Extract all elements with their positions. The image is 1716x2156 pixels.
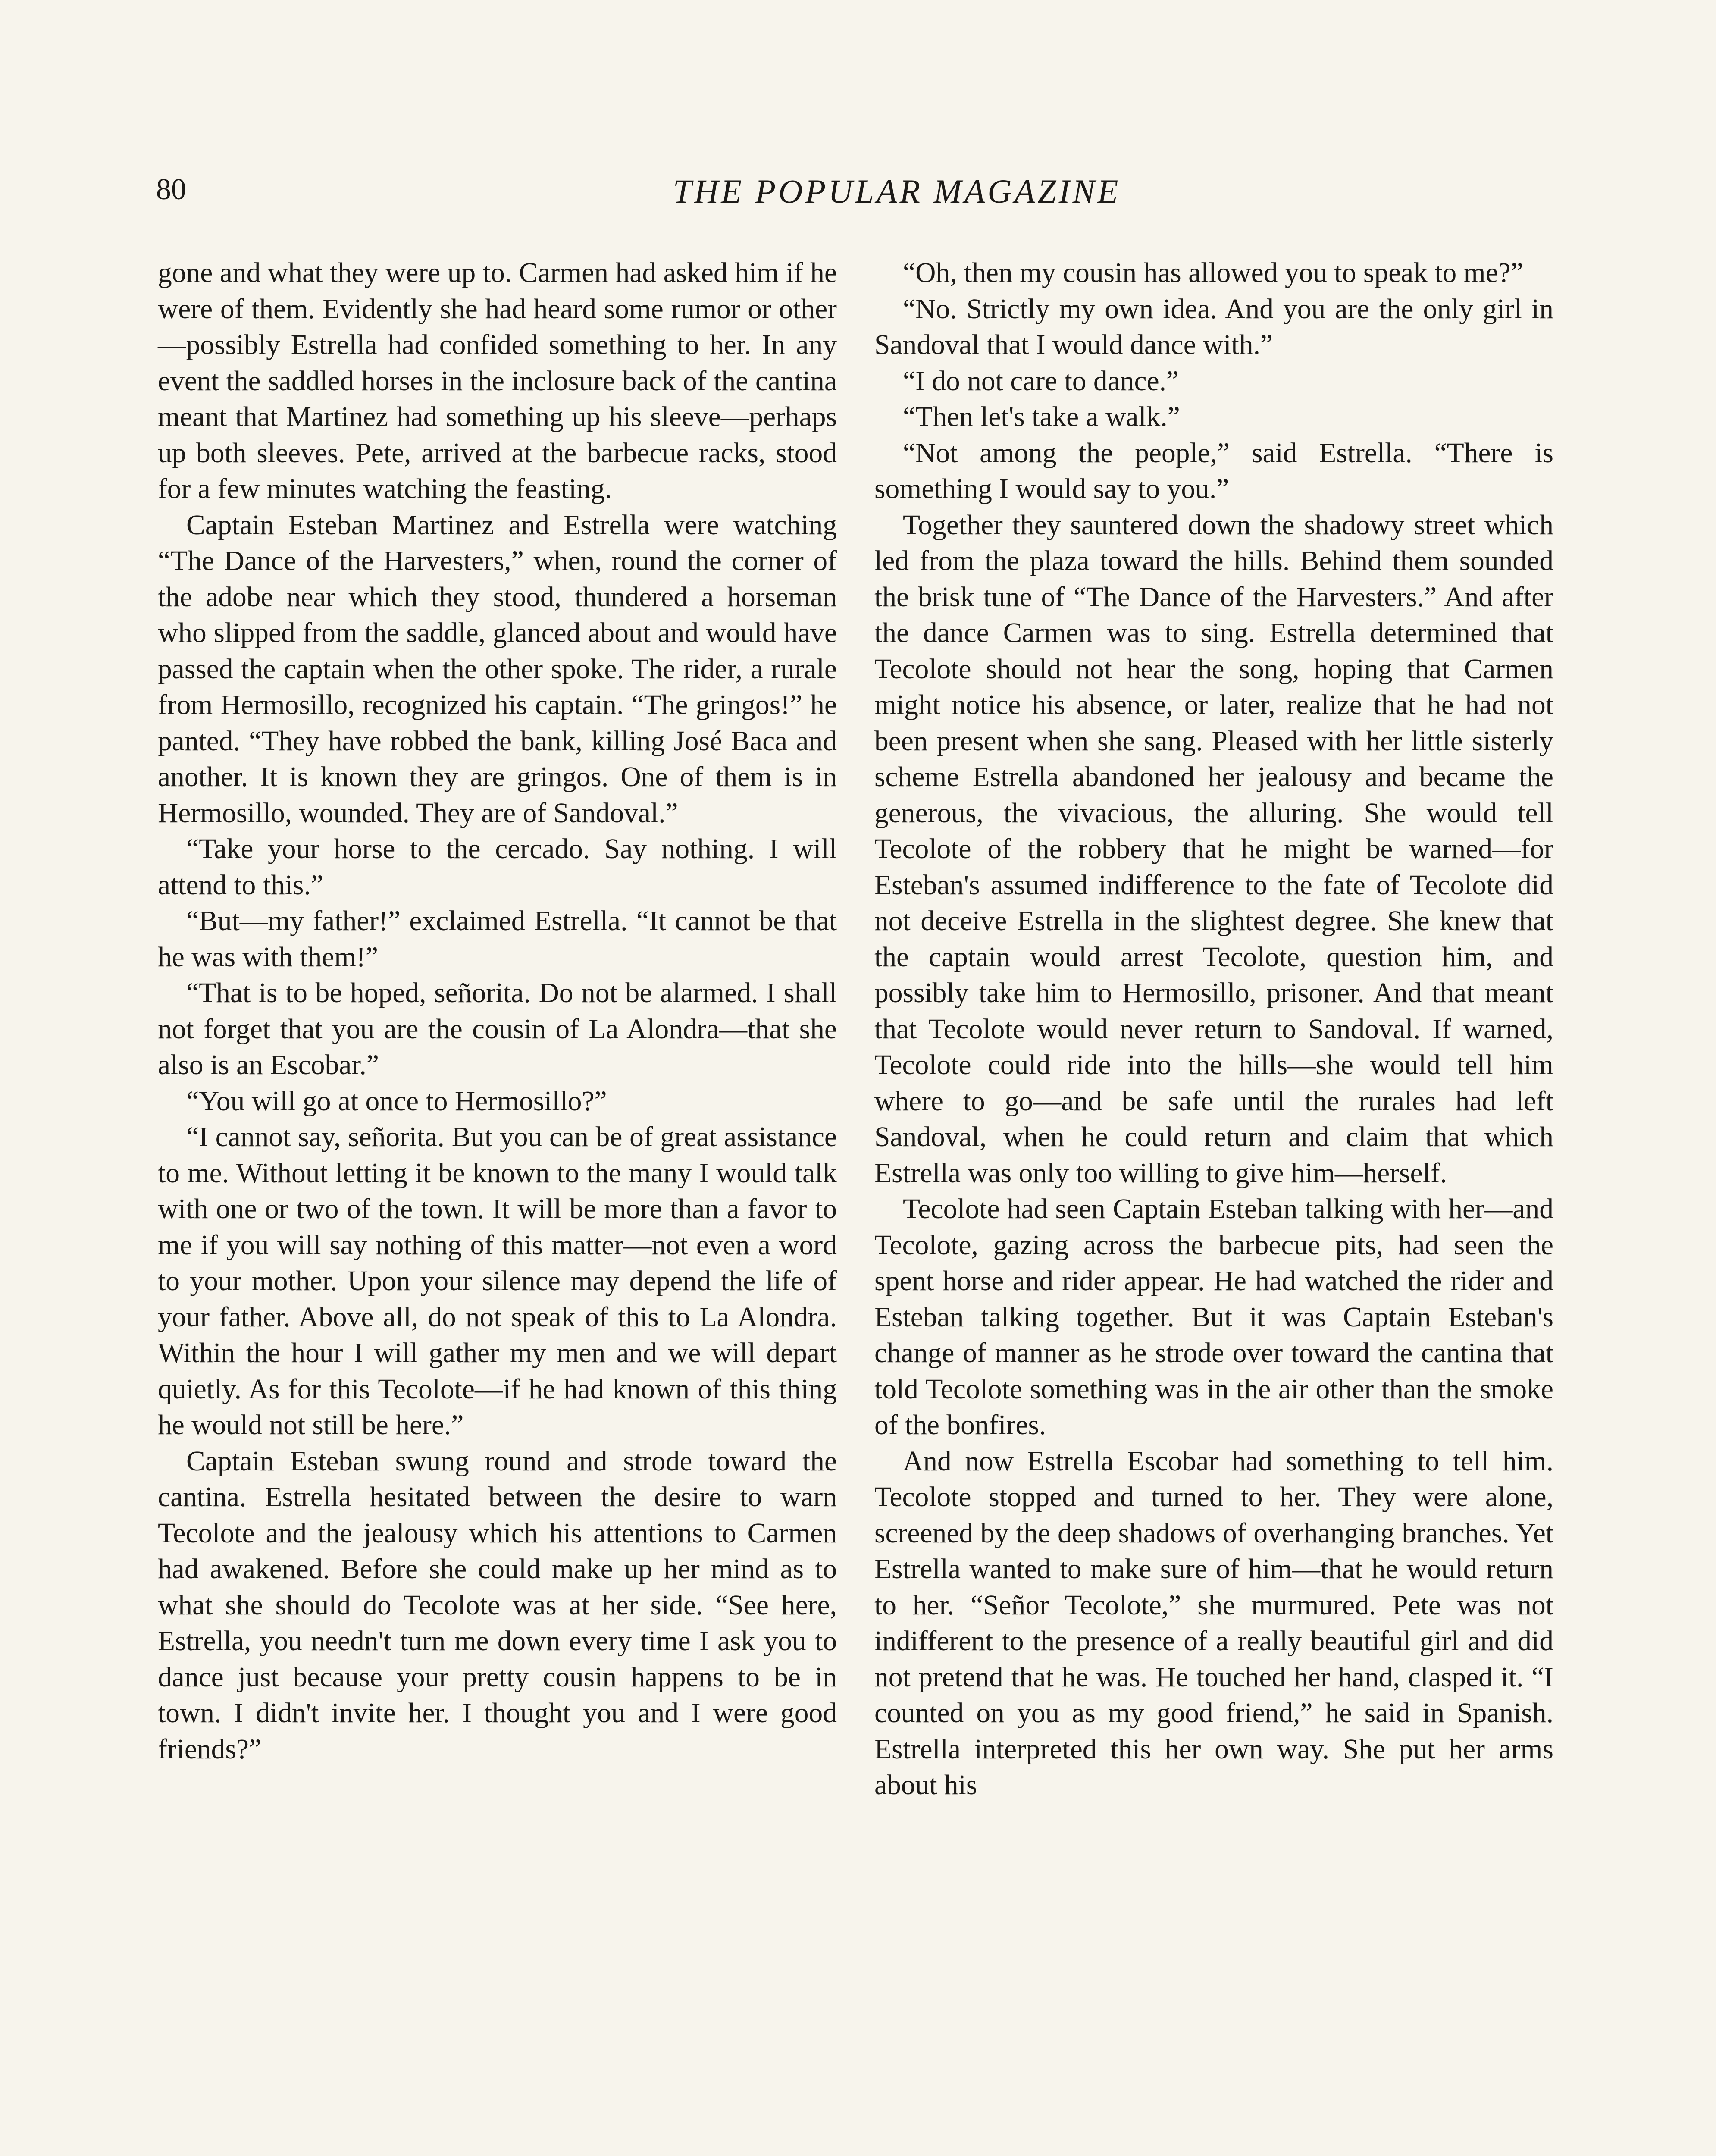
paragraph: “I do not care to dance.” <box>903 365 1179 397</box>
paragraph: And now Estrella Escobar had something to tell him. Tecolote stopped and turned to her. They were alone, screened by the deep shadows of overhanging branches. Yet Estrella wanted to make sure of him—that he would return to her. “Señor Tecolote,” she murmured. Pete was not indifferent to the presence of a really beautiful girl and did not pretend that he was. He touched her hand, clasped it. “I counted on you as my good friend,” he said in Spanish. Estrella interpreted this her own way. She put her arms about his <box>874 1445 1553 1801</box>
paragraph: “No. Strictly my own idea. And you are the only girl in Sandoval that I would dance with.” <box>874 293 1553 360</box>
paragraph: “That is to be hoped, señorita. Do not be alarmed. I shall not forget that you are the cousin of La Alondra—that she also is an Escobar.” <box>158 978 837 1081</box>
paragraph: Together they sauntered down the shadowy street which led from the plaza toward the hills. Behind them sounded the brisk tune of “The Dance of the Harvesters.” And after the dance Carmen was to sing. Estrella determined that Tecolote should not hear the song, hoping that Carmen might notice his absence, or later, realize that he had not been present when she sang. Pleased with her little sisterly scheme Estrella abandoned her jealousy and became the generous, the vivacious, the alluring. She would tell Tecolote of the robbery that he might be warned—for Esteban's assumed indifference to the fate of Tecolote did not deceive Estrella in the slightest degree. She knew that the captain would arrest Tecolote, question him, and possibly take him to Hermosillo, prisoner. And that meant that Tecolote would never return to Sandoval. If warned, Tecolote could ride into the hills—she would tell him where to go—and be safe until the rurales had left Sandoval, when he could return and claim that which Estrella was only too willing to give him—herself. <box>874 509 1553 1189</box>
paragraph: Captain Esteban swung round and strode toward the cantina. Estrella hesitated between the desire to warn Tecolote and the jealousy which his attentions to Carmen had awakened. Before she could make up her mind as to what she should do Tecolote was at her side. “See here, Estrella, you needn't turn me down every time I ask you to dance just because your pretty cousin happens to be in town. I didn't invite her. I thought you and I were good friends?” <box>158 1445 837 1765</box>
paragraph: Tecolote had seen Captain Esteban talking with her—and Tecolote, gazing across the barbecue pits, had seen the spent horse and rider appear. He had watched the rider and Esteban talking together. But it was Captain Esteban's change of manner as he strode over toward the cantina that told Tecolote something was in the air other than the smoke of the bonfires. <box>874 1194 1553 1441</box>
paragraph: “I cannot say, señorita. But you can be of great assistance to me. Without letting it be known to the many I would talk with one or two of the town. It will be more than a favor to me if you will say nothing of this matter—not even a word to your mother. Upon your silence may depend the life of your father. Above all, do not speak of this to La Alondra. Within the hour I will gather my men and we will depart quietly. As for this Tecolote—if he had known of this thing he would not still be here.” <box>158 1122 837 1441</box>
paragraph: “Oh, then my cousin has allowed you to speak to me?” <box>903 257 1523 288</box>
paragraph: “Not among the people,” said Estrella. “There is something I would say to you.” <box>874 437 1553 505</box>
paragraph: “Then let's take a walk.” <box>903 401 1180 432</box>
paragraph: “You will go at once to Hermosillo?” <box>186 1085 607 1117</box>
running-head: THE POPULAR MAGAZINE <box>673 172 1121 210</box>
paragraph: Captain Esteban Martinez and Estrella were watching “The Dance of the Harvesters,” when, round the corner of the adobe near which they stood, thundered a horseman who slipped from the saddle, glanced about and would have passed the captain when the other spoke. The rider, a rurale from Hermosillo, recognized his captain. “The gringos!” he panted. “They have robbed the bank, killing José Baca and another. It is known they are gringos. One of them is in Hermosillo, wounded. They are of Sandoval.” <box>158 509 837 829</box>
page-number: 80 <box>156 173 186 206</box>
paragraph: “But—my father!” exclaimed Estrella. “It cannot be that he was with them!” <box>158 906 837 973</box>
right-column <box>874 255 1553 1804</box>
paragraph: “Take your horse to the cercado. Say nothing. I will attend to this.” <box>158 834 837 901</box>
paragraph: gone and what they were up to. Carmen had asked him if he were of them. Evidently she had heard some rumor or other—possibly Estrella had confided something to her. In any event the saddled horses in the inclosure back of the cantina meant that Martinez had something up his sleeve—perhaps up both sleeves. Pete, arrived at the barbecue racks, stood for a few minutes watching the feasting. <box>158 257 837 505</box>
left-column <box>158 255 837 1767</box>
